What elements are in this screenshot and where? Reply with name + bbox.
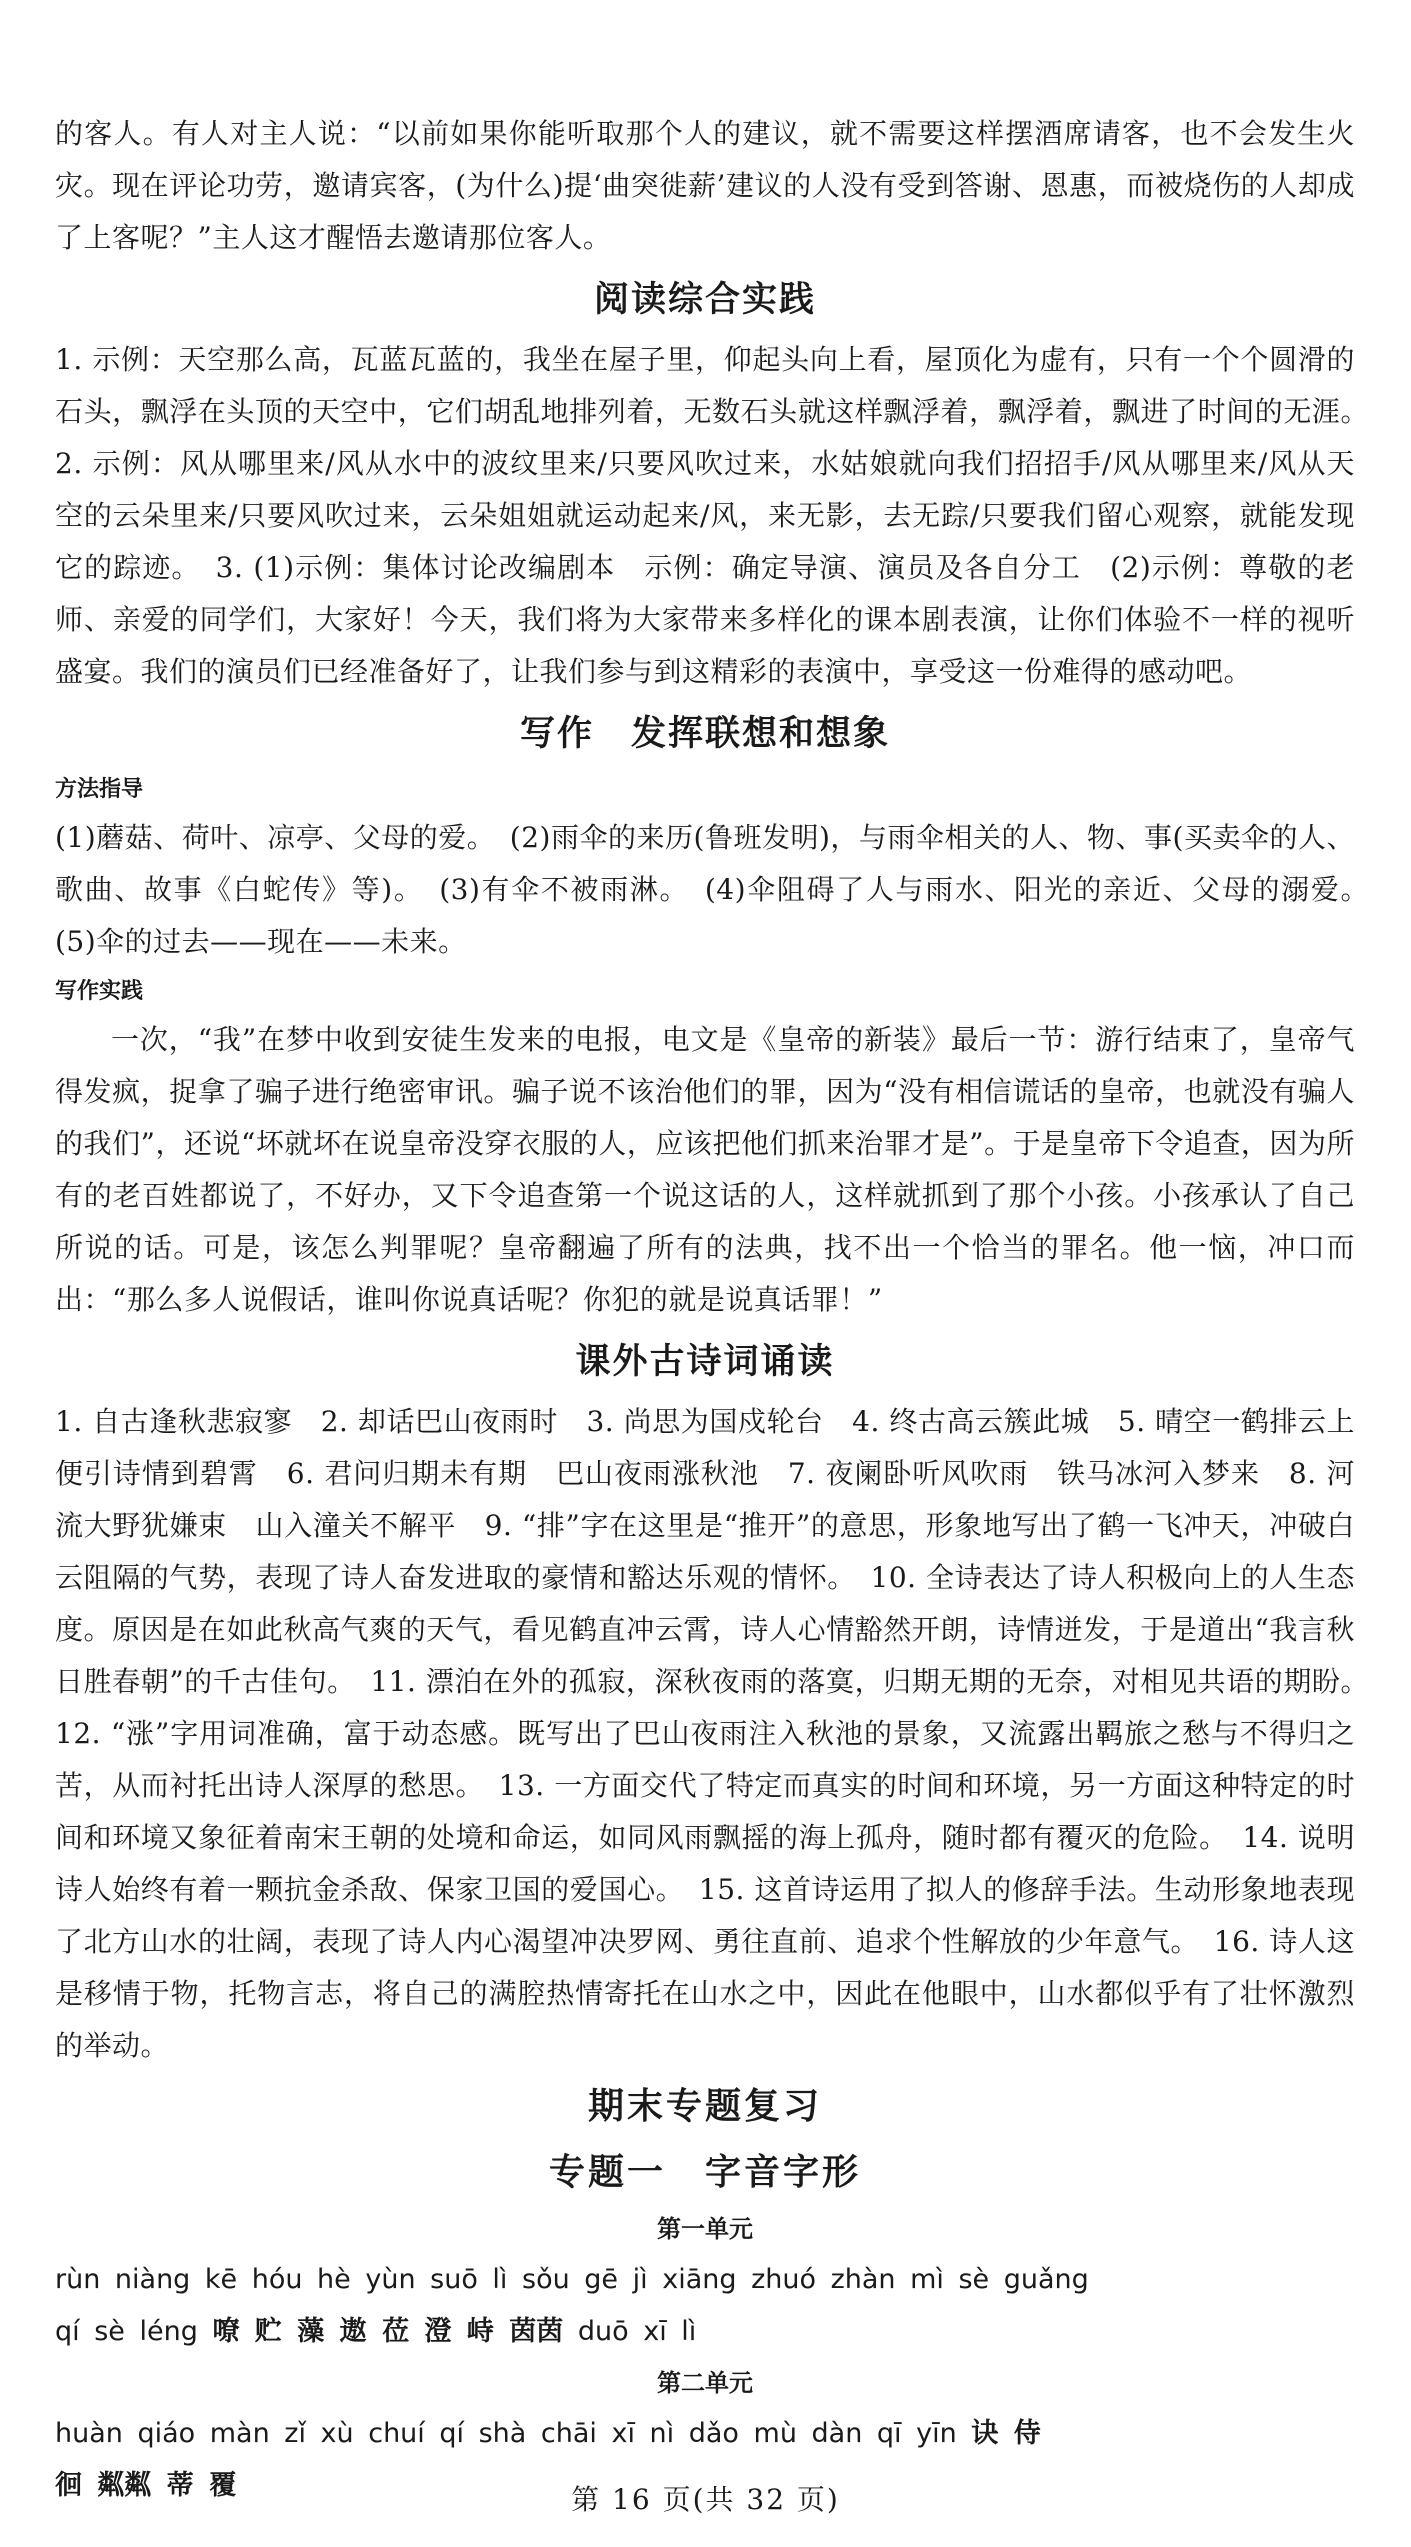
unit2-pinyin-row — [55, 2408, 1355, 2460]
unit1-pinyin-row: rùn niàng kē hóu hè yùn suō lì sǒu gē jì xiāng zhuó zhàn mì sè guǎng — [55, 2264, 1089, 2295]
unit1-pinyin-b: duō xī lì — [577, 2316, 697, 2347]
practice-text: 一次，“我”在梦中收到安徒生发来的电报，电文是《皇帝的新装》最后一节：游行结束了，皇帝气得发疯，捉拿了骗子进行绝密审讯。骗子说不该治他们的罪，因为“没有相信谎话的皇帝，也就没有骗人的我们”，还说“坏就坏在说皇帝没穿衣服的人，应该把他们抓来治罪才是”。于是皇帝下令追查，因为所有的老百姓都说了，不好办，又下令追查第一个说这话的人，这样就抓到了那个小孩。小孩承认了自己所说的话。可是，该怎么判罪呢？皇帝翻遍了所有的法典，找不出一个恰当的罪名。他一恼，冲口而出：“那么多人说假话，谁叫你说真话呢？你犯的就是说真话罪！” — [55, 1023, 1355, 1316]
unit2-pinyin: huàn qiáo màn zǐ xù chuí qí shà chāi xī nì dǎo mù dàn qī yīn — [55, 2418, 957, 2449]
method-heading: 方法指导 — [55, 777, 144, 802]
unit2-hanzi-a: 诀 侍 — [971, 2418, 1041, 2449]
unit1-pinyin-a: qí sè léng — [55, 2316, 198, 2347]
practice-heading: 写作实践 — [55, 979, 144, 1004]
poetry-answers: 1. 自古逢秋悲寂寥 2. 却话巴山夜雨时 3. 尚思为国戍轮台 4. 终古高云簇此城 5. 晴空一鹤排云上 便引诗情到碧霄 6. 君问归期未有期 巴山夜雨涨秋池 7. 夜阑卧听风吹雨 铁马冰河入梦来 8. 河流大野犹嫌束 山入潼关不解平 9. “排”字在这里是“推开”的意思，形象地写出了鹤一飞冲天，冲破白云阻隔的气势，表现了诗人奋发进取的豪情和豁达乐观的情怀。 10. 全诗表达了诗人积极向上的人生态度。原因是在如此秋高气爽的天气，看见鹤直冲云霄，诗人心情豁然开朗，诗情迸发，于是道出“我言秋日胜春朝”的千古佳句。 11. 漂泊在外的孤寂，深秋夜雨的落寞，归期无期的无奈，对相见共语的期盼。 12. “涨”字用词准确，富于动态感。既写出了巴山夜雨注入秋池的景象，又流露出羁旅之愁与不得归之苦，从而衬托出诗人深厚的愁思。 13. 一方面交代了特定而真实的时间和环境，另一方面这种特定的时间和环境又象征着南宋王朝的处境和命运，如同风雨飘摇的海上孤舟，随时都有覆灭的危险。 14. 说明诗人始终有着一颗抗金杀敌、保家卫国的爱国心。 15. 这首诗运用了拟人的修辞手法。生动形象地表现了北方山水的壮阔，表现了诗人内心渴望冲决罗网、勇往直前、追求个性解放的少年意气。 16. 诗人这是移情于物，托物言志，将自己的满腔热情寄托在山水之中，因此在他眼中，山水都似乎有了壮怀激烈的举动。 — [55, 1405, 1384, 2062]
unit2-title: 第二单元 — [657, 2369, 753, 2397]
unit2-hanzi-b: 徊 粼粼 蒂 覆 — [55, 2470, 237, 2501]
reading-practice-title: 阅读综合实践 — [593, 280, 816, 320]
topic-title: 专题一 字音字形 — [548, 2152, 861, 2193]
document-page — [55, 108, 1384, 2512]
page-footer: 第 16 页(共 32 页) — [571, 2483, 840, 2516]
unit1-mixed-row — [55, 2306, 1355, 2358]
intro-paragraph: 的客人。有人对主人说：“以前如果你能听取那个人的建议，就不需要这样摆酒席请客，也不会发生火灾。现在评论功劳，邀请宾客，(为什么)提‘曲突徙薪’建议的人没有受到答谢、恩惠，而被烧伤的人却成了上客呢？”主人这才醒悟去邀请那位客人。 — [55, 117, 1355, 254]
unit1-hanzi: 嘹 贮 藻 遨 莅 澄 峙 茵茵 — [212, 2316, 564, 2347]
final-review-title: 期末专题复习 — [587, 2086, 822, 2127]
writing-title: 写作 发挥联想和想象 — [519, 714, 890, 754]
poetry-title: 课外古诗词诵读 — [575, 1342, 835, 1382]
unit1-title: 第一单元 — [657, 2215, 753, 2243]
reading-practice-answers: 1. 示例：天空那么高，瓦蓝瓦蓝的，我坐在屋子里，仰起头向上看，屋顶化为虚有，只有一个个圆滑的石头，飘浮在头顶的天空中，它们胡乱地排列着，无数石头就这样飘浮着，飘浮着，飘进了时间的无涯。 2. 示例：风从哪里来/风从水中的波纹里来/只要风吹过来，水姑娘就向我们招招手/风从哪里来/风从天空的云朵里来/只要风吹过来，云朵姐姐就运动起来/风，来无影，去无踪/只要我们留心观察，就能发现它的踪迹。 3. (1)示例：集体讨论改编剧本 示例：确定导演、演员及各自分工 (2)示例：尊敬的老师、亲爱的同学们，大家好！今天，我们将为大家带来多样化的课本剧表演，让你们体验不一样的视听盛宴。我们的演员们已经准备好了，让我们参与到这精彩的表演中，享受这一份难得的感动吧。 — [55, 343, 1384, 688]
method-text: (1)蘑菇、荷叶、凉亭、父母的爱。 (2)雨伞的来历(鲁班发明)，与雨伞相关的人、物、事(买卖伞的人、歌曲、故事《白蛇传》等)。 (3)有伞不被雨淋。 (4)伞阻碍了人与雨水、阳光的亲近、父母的溺爱。 (5)伞的过去——现在——未来。 — [55, 821, 1384, 958]
